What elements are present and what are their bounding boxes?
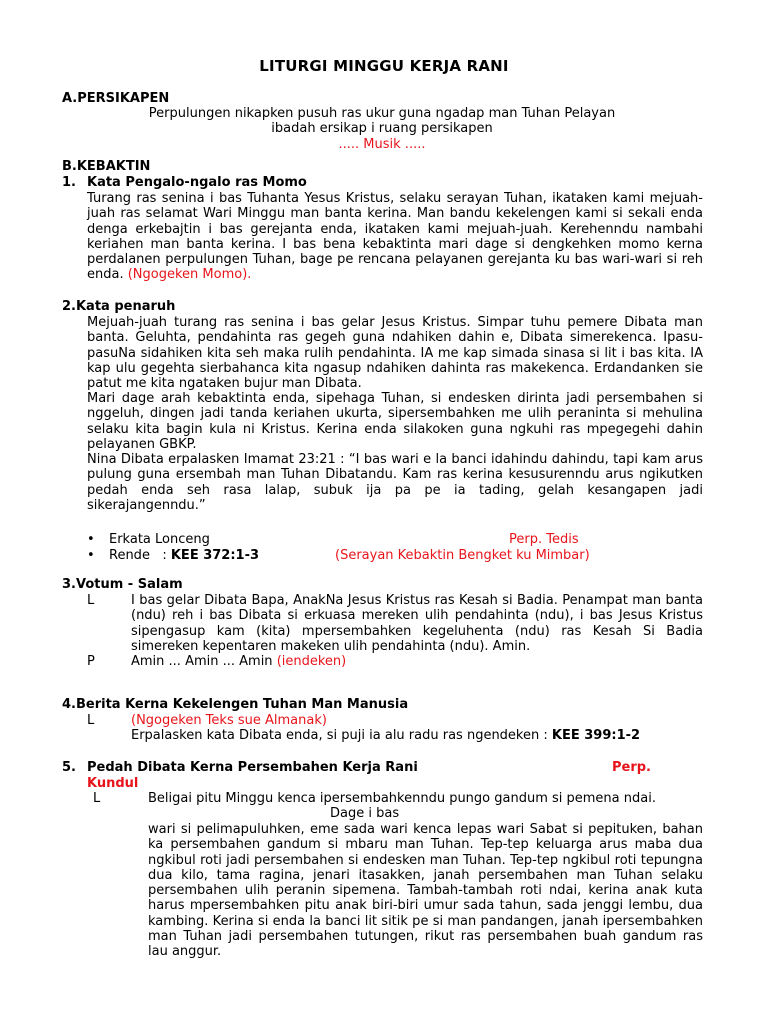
page-title: LITURGI MINGGU KERJA RANI — [259, 57, 509, 75]
section-5-heading: Pedah Dibata Kerna Persembahen Kerja Rani — [87, 760, 418, 775]
section-b-heading: B.KEBAKTIN — [62, 159, 151, 174]
pedah-line-2: Dage i bas — [330, 806, 400, 821]
pedah-line-1: Beligai pitu Minggu kenca ipersembahkenndu pungo gandum si pemena ndai. — [148, 791, 656, 806]
kee-reference: KEE 372:1-3 — [170, 548, 260, 563]
section-2-heading: 2.Kata penaruh — [62, 299, 176, 314]
bullet-label: Rende : — [109, 548, 171, 563]
section-5-number: 5. — [62, 760, 76, 775]
berita-text — [131, 728, 640, 743]
section-3-heading: 3.Votum - Salam — [62, 577, 183, 592]
section-4-heading: 4.Berita Kerna Kekelengen Tuhan Man Manusia — [62, 697, 409, 712]
section-1-heading: Kata Pengalo-ngalo ras Momo — [87, 175, 307, 190]
bullet-note: Perp. Tedis — [509, 532, 579, 547]
momo-text: Turang ras senina i bas Tuhanta Yesus Kristus, selaku serayan Tuhan, ikataken kami mejuah-juah ras selamat Wari Minggu man banta kerina. Man bandu kekelengen kami si sekali enda denga erkebajtin i bas gerejanta enda, ikataken kami mejuah-juah. Kerehenndu nambahi keriahen man banta kerina. I bas bena kebaktinta mari dage si dengkehken momo kerna perdalanen perpulungen Tuhan, bage pe rencana pelayanen gerejanta ku bas wari-wari si reh enda. — [87, 191, 703, 283]
amin-text: Amin ... Amin ... Amin — [131, 654, 277, 669]
votum-leader-text: I bas gelar Dibata Bapa, AnakNa Jesus Kristus ras Kesah si Badia. Penampat man banta (ndu) reh i bas Dibata si erkuasa mereken ulih pendahinta (ndu), i bas Jesus Kristus sipengasup kam (kita) mpersembahken kegeluhenta (ndu) ras Kesah Si Badia simereken kepentaren makeken ulih pendahinta (ndu). Amin. — [131, 593, 703, 654]
momo-note: (Ngogeken Momo). — [127, 267, 252, 283]
people-marker: P — [87, 654, 95, 669]
section-1-number: 1. — [62, 175, 76, 190]
section-1-body — [87, 191, 703, 283]
leader-marker: L — [93, 791, 101, 806]
bullet-icon: • — [87, 532, 95, 547]
persikapen-line-1: Perpulungen nikapken pusuh ras ukur guna ngadap man Tuhan Pelayan — [148, 106, 616, 121]
amin-note: (iendeken) — [276, 654, 347, 669]
kundul-label: Kundul — [87, 776, 139, 791]
leader-marker: L — [87, 593, 95, 608]
bullet-item-lonceng — [87, 532, 707, 548]
bullet-item-rende — [87, 548, 707, 564]
perp-label: Perp. — [612, 760, 651, 775]
pedah-body: wari si pelimapuluhken, eme sada wari kenca lepas wari Sabat si pepituken, bahan ka persembahen gandum si mbaru man Tuhan. Tep-tep keluarga arus maba dua ngkibul roti jadi persembahen si endesken man Tuhan. Tep-tep ngkibul roti tepungna dua kilo, tama ragina, jenari itasakken, janah persembahen man Tuhan selaku persembahen ulih peranin sipemena. Tambah-tambah roti ndai, kerina anak kuta harus mpersembahken pitu anak biri-biri umur sada tahun, sada jenggi lembu, dua kambing. Kerina si enda la banci lit sitik pe si man pandangen, janah ipersembahken man Tuhan jadi persembahen tutungen, rikut ras persembahen buah gandum ras lau anggur. — [148, 822, 703, 960]
section-a-heading: A.PERSIKAPEN — [62, 91, 170, 106]
bullet-label: Erkata Lonceng — [109, 532, 210, 547]
persikapen-text — [62, 106, 702, 152]
berita-sentence: Erpalasken kata Dibata enda, si puji ia alu radu ras ngendeken : — [131, 728, 552, 743]
musik-label: ..... Musik ..... — [338, 136, 426, 152]
persikapen-line-2: ibadah ersikap i ruang persikapen — [271, 121, 493, 137]
penaruh-para-3: Nina Dibata erpalasken Imamat 23:21 : “I bas wari e la banci idahindu dahindu, tapi kam arus pulung guna ersembah man Tuhan Dibatandu. Kam ras kerina kesusurenndu arus ngikutken pedah enda seh rasa lalap, subuk ija pa pe ia tading, gelah kesangapen jadi sikerajangenndu.” — [87, 452, 703, 513]
penaruh-para-1: Mejuah-juah turang ras senina i bas gelar Jesus Kristus. Simpar tuhu pemere Dibata man banta. Geluhta, pendahinta ras gegeh guna ndahiken dahin e, Dibata simerekenca. Ipasu-pasuNa sidahiken kita seh maka rulih pendahinta. IA me kap simada sinasa si lit i bas kita. IA kap ulu gegehta sierbahanca kita ngasup ndahiken dahinta ras makekenca. Erdandanken sie patut me kita ngataken bujur man Dibata. — [87, 315, 703, 392]
bullet-label-wrap — [109, 548, 259, 563]
bullet-icon: • — [87, 548, 95, 563]
kee-reference: KEE 399:1-2 — [551, 728, 641, 743]
votum-people-text — [131, 654, 346, 669]
bullet-note: (Serayan Kebaktin Bengket ku Mimbar) — [335, 548, 590, 563]
almanak-note: (Ngogeken Teks sue Almanak) — [131, 713, 327, 728]
leader-marker: L — [87, 713, 95, 728]
penaruh-para-2: Mari dage arah kebaktinta enda, sipehaga Tuhan, si endesken dirinta jadi persembahen si nggeluh, dingen jadi tanda keriahen ukurta, sipersembahken me ulih peraninta si mehulina selaku kita bagin kula ni Kristus. Kerina enda silakoken guna ngkuhi ras mpegegehi dahin pelayanen GBKP. — [87, 391, 703, 452]
